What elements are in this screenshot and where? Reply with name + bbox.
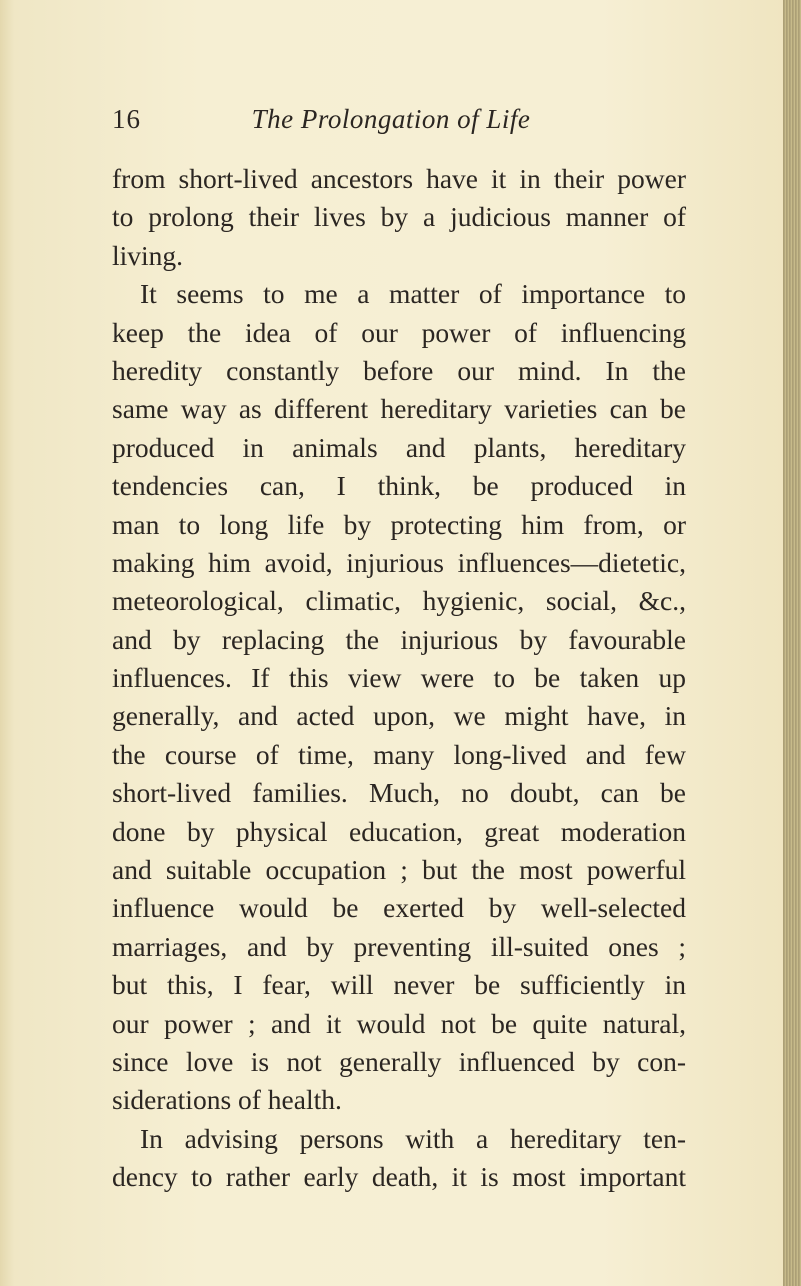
paragraph-start-line: It seems to me a matter of importance to	[140, 278, 686, 310]
text-line: done by physical education, great moderation	[112, 815, 686, 847]
text-line: short-lived families. Much, no doubt, can be	[112, 777, 686, 809]
paragraph-start-line: In advising persons with a hereditary ten-	[140, 1122, 686, 1154]
page-edges	[783, 0, 801, 1286]
text-line: and by replacing the injurious by favourable	[112, 623, 686, 655]
text-line: marriages, and by preventing ill-suited ones ;	[112, 930, 686, 962]
text-line: but this, I fear, will never be sufficiently in	[112, 969, 686, 1001]
text-line: heredity constantly before our mind. In the	[112, 354, 686, 386]
text-line: keep the idea of our power of influencing	[112, 316, 686, 348]
text-line: generally, and acted upon, we might have, in	[112, 700, 686, 732]
running-title: The Prolongation of Life	[251, 104, 531, 134]
text-line: our power ; and it would not be quite natural,	[112, 1007, 686, 1039]
body-text	[112, 160, 686, 1197]
text-line: living.	[112, 239, 184, 271]
text-line: produced in animals and plants, hereditary	[112, 431, 686, 463]
text-line: from short-lived ancestors have it in their power	[112, 163, 686, 194]
text-line: dency to rather early death, it is most important	[112, 1161, 686, 1193]
binding-shadow	[0, 0, 14, 1286]
text-line: same way as different hereditary varieties can be	[112, 393, 686, 425]
text-line: the course of time, many long-lived and few	[112, 738, 686, 770]
text-line: and suitable occupation ; but the most powerful	[112, 854, 686, 886]
text-line: since love is not generally influenced by con-	[112, 1045, 686, 1077]
text-line: to prolong their lives by a judicious manner of	[112, 201, 686, 233]
text-line: tendencies can, I think, be produced in	[112, 470, 686, 502]
text-line: influence would be exerted by well-selected	[112, 892, 686, 924]
text-line: man to long life by protecting him from, or	[112, 508, 686, 540]
text-line: making him avoid, injurious influences—dietetic,	[112, 546, 686, 578]
text-line: influences. If this view were to be taken up	[112, 662, 686, 694]
text-line: siderations of health.	[112, 1084, 342, 1116]
text-line: meteorological, climatic, hygienic, social, &c.,	[112, 585, 686, 617]
page-number: 16	[112, 104, 141, 134]
running-head	[112, 104, 670, 144]
